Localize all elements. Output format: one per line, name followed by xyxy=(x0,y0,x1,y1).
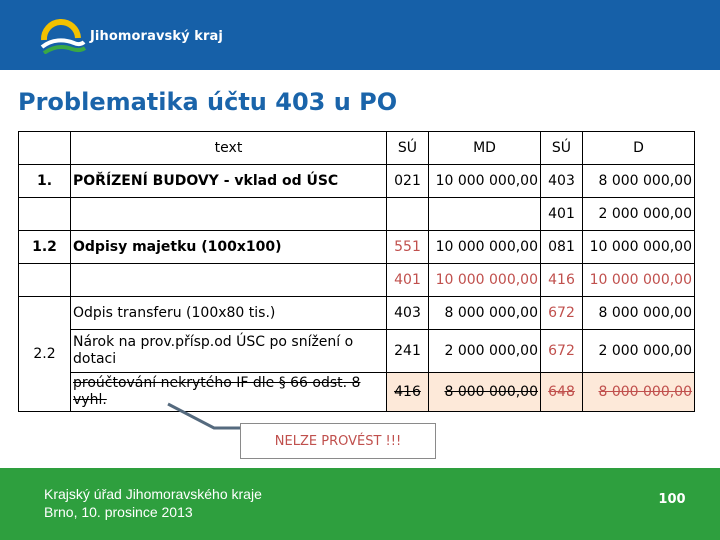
page-title: Problematika účtu 403 u PO xyxy=(18,88,398,116)
row-su2: 401 xyxy=(541,198,583,231)
warning-note: NELZE PROVÉST !!! xyxy=(240,423,436,459)
row-su1: 551 xyxy=(387,231,429,264)
row-d: 10 000 000,00 xyxy=(583,264,695,297)
row-d: 2 000 000,00 xyxy=(583,198,695,231)
header-text: text xyxy=(71,132,387,165)
row-md: 10 000 000,00 xyxy=(429,231,541,264)
row-num: 2.2 xyxy=(19,297,71,412)
row-md: 8 000 000,00 xyxy=(429,297,541,330)
row-su2: 081 xyxy=(541,231,583,264)
row-su2: 672 xyxy=(541,297,583,330)
row-su1: 021 xyxy=(387,165,429,198)
header-su1: SÚ xyxy=(387,132,429,165)
row-text: proúčtování nekrytého IF dle § 66 odst. 8 vyhl. xyxy=(71,373,387,412)
row-md: 10 000 000,00 xyxy=(429,264,541,297)
row-md: 2 000 000,00 xyxy=(429,330,541,373)
row-su1: 416 xyxy=(387,373,429,412)
row-su1: 241 xyxy=(387,330,429,373)
row-su2: 672 xyxy=(541,330,583,373)
row-text: POŘÍZENÍ BUDOVY - vklad od ÚSC xyxy=(71,165,387,198)
row-text: Nárok na prov.přísp.od ÚSC po snížení o dotaci xyxy=(71,330,387,373)
brand-name: Jihomoravský kraj xyxy=(90,29,223,44)
row-su1: 403 xyxy=(387,297,429,330)
footer-line-2: Brno, 10. prosince 2013 xyxy=(44,504,193,520)
row-d: 10 000 000,00 xyxy=(583,231,695,264)
row-d: 8 000 000,00 xyxy=(583,165,695,198)
row-d: 2 000 000,00 xyxy=(583,330,695,373)
row-md: 10 000 000,00 xyxy=(429,165,541,198)
page-number: 100 xyxy=(658,492,686,507)
row-text: Odpisy majetku (100x100) xyxy=(71,231,387,264)
row-d: 8 000 000,00 xyxy=(583,297,695,330)
row-md: 8 000 000,00 xyxy=(429,373,541,412)
row-num: 1.2 xyxy=(19,231,71,264)
header-su2: SÚ xyxy=(541,132,583,165)
row-su2: 416 xyxy=(541,264,583,297)
header-md: MD xyxy=(429,132,541,165)
row-su1: 401 xyxy=(387,264,429,297)
row-num: 1. xyxy=(19,165,71,198)
row-su2: 648 xyxy=(541,373,583,412)
row-d: 8 000 000,00 xyxy=(583,373,695,412)
row-su2: 403 xyxy=(541,165,583,198)
row-text: Odpis transferu (100x80 tis.) xyxy=(71,297,387,330)
header-d: D xyxy=(583,132,695,165)
footer-text xyxy=(44,485,262,521)
footer-line-1: Krajský úřad Jihomoravského kraje xyxy=(44,486,262,502)
